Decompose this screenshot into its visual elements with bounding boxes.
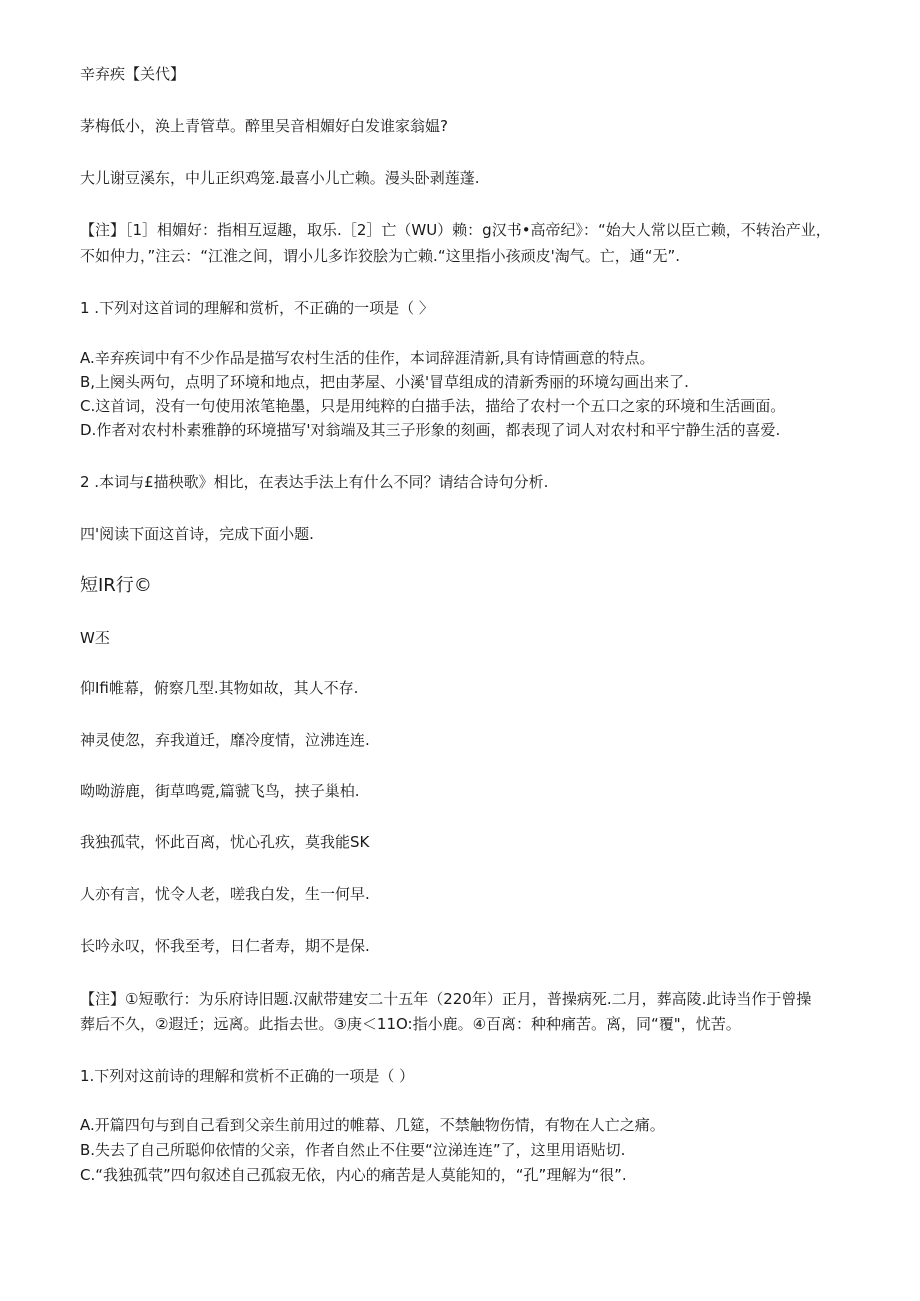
option-c: C.这首词，没有一句使用浓笔艳墨，只是用纯粹的白描手法，描给了农村一个五口之家的环境和生活画面。 bbox=[80, 397, 786, 415]
poem-option-c: C.“我独孤茕”四句叙述自己孤寂无依，内心的痛苦是人莫能知的，“孔”理解为“很”. bbox=[80, 1166, 627, 1184]
poem-verse-5: 人亦有言，忧令人老，嗟我白发，生一何早. bbox=[80, 885, 370, 903]
poem-verse-3: 呦呦游鹿，街草鸣霓,篇虢飞鸟，挟子巢柏. bbox=[80, 782, 360, 800]
poem-verse-1: 仰Ifi帷幕，俯察几型.其物如故，其人不存. bbox=[80, 679, 359, 697]
poem-line-1: 茅梅低小，涣上青管草。醉里吴音相媚好白发谁家翁媪? bbox=[80, 117, 448, 135]
author-line: 辛弃疾【关代】 bbox=[80, 65, 186, 83]
section-four-heading: 四'阅读下面这首诗，完成下面小题. bbox=[80, 525, 314, 543]
poem-line-2: 大儿谢豆溪东，中儿正织鸡笼.最喜小儿亡赖。漫头卧剥莲蓬. bbox=[80, 169, 480, 187]
note-line-1: 【注】［1］相媚好：指相互逗趣，取乐.［2］亡（WU）赖：g汉书•高帝纪》：“始大人常以臣亡赖，不转治产业， bbox=[80, 221, 831, 239]
poem-option-b: B.失去了自己所聪仰依情的父亲，作者自然止不住要“泣涕连连”了，这里用语贴切. bbox=[80, 1141, 626, 1159]
poem-author: W丕 bbox=[80, 629, 110, 647]
option-d: D.作者对农村朴素雅静的环境描写'对翁端及其三子形象的刻画，都表现了词人对农村和平宁静生活的喜爱. bbox=[80, 421, 781, 439]
question-1: 1 .下列对这首词的理解和赏析，不正确的一项是（ 〉 bbox=[80, 299, 434, 317]
poem-title: 短IR行© bbox=[80, 575, 152, 596]
poem-question-1: 1.下列对这前诗的理解和赏析不正确的一项是（ ） bbox=[80, 1067, 415, 1085]
option-a: A.辛弃疾词中有不少作品是描写农村生活的佳作，本词辞涯清新,具有诗情画意的特点。 bbox=[80, 349, 655, 367]
note-line-2: 不如仲力，”注云：“江淮之间，谓小儿多诈狡脍为亡赖.“这里指小孩顽皮'淘气。亡，通“无”. bbox=[80, 247, 681, 265]
poem-note-line-2: 葬后不久，②遐迁；远离。此指去世。③庚＜11O:指小鹿。④百离：种种痛苦。离，同“覆"，忧苦。 bbox=[80, 1015, 741, 1033]
poem-verse-4: 我独孤茕，怀此百离，忧心孔疚，莫我能SK bbox=[80, 833, 370, 851]
poem-note-line-1: 【注】①短歌行：为乐府诗旧题.汉献带建安二十五年（220年）正月，普操病死.二月，葬高陵.此诗当作于曾操 bbox=[80, 990, 812, 1008]
poem-verse-6: 长吟永叹，怀我至考，日仁者寿，期不是保. bbox=[80, 937, 370, 955]
question-2: 2 .本词与£描秧歌》相比，在表达手法上有什么不同？请结合诗句分析. bbox=[80, 473, 549, 491]
poem-option-a: A.开篇四句与到自己看到父亲生前用过的帷幕、几筵，不禁触物伤情，有物在人亡之痛。 bbox=[80, 1116, 665, 1134]
poem-verse-2: 神灵使忽，弃我道迁，靡冷度情，泣沸连连. bbox=[80, 731, 370, 749]
option-b: B,上阕头两句，点明了环境和地点，把由茅屋、小溪'冒草组成的清新秀丽的环境勾画出来了. bbox=[80, 373, 689, 391]
